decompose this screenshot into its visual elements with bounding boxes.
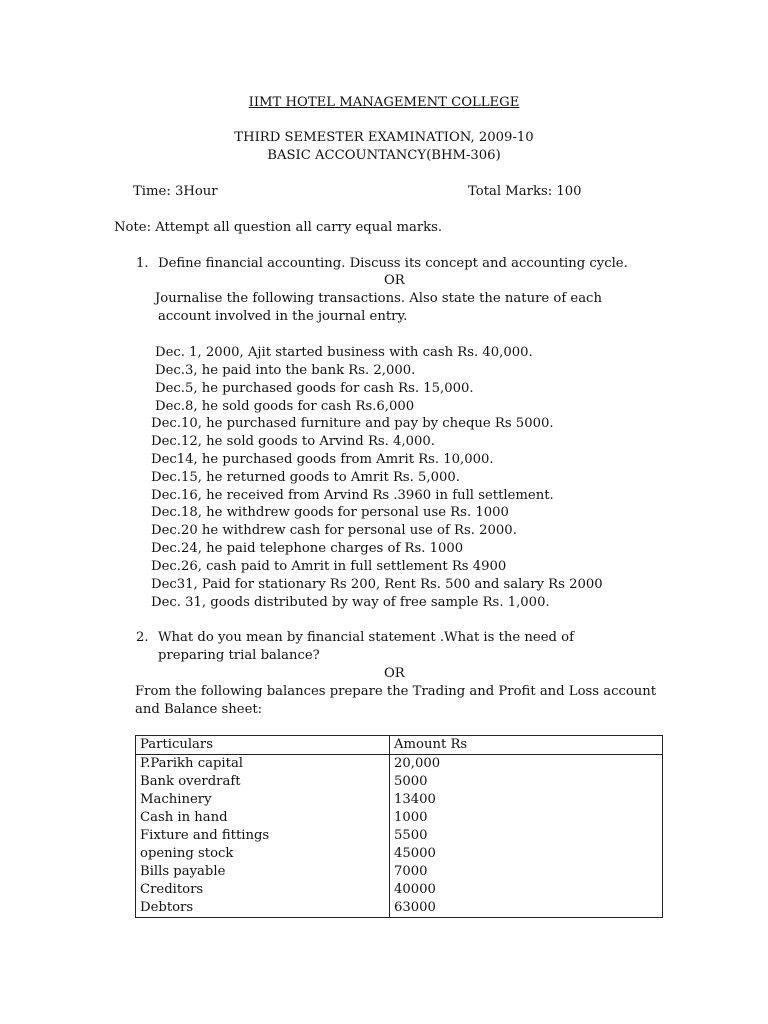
transaction-item: Dec. 31, goods distributed by way of free sample Rs. 1,000. <box>151 595 550 610</box>
q1-text: Define financial accounting. Discuss its concept and accounting cycle. <box>158 256 628 271</box>
table-row <box>136 845 663 863</box>
table-row <box>136 881 663 899</box>
transaction-item: Dec.15, he returned goods to Amrit Rs. 5,000. <box>151 470 460 485</box>
q2-line1: What do you mean by financial statement .What is the need of <box>158 630 574 645</box>
table-row <box>136 899 663 918</box>
q1-alt-line1: Journalise the following transactions. Also state the nature of each <box>155 291 602 306</box>
cell-particular: Bank overdraft <box>136 773 390 791</box>
table-row <box>136 827 663 845</box>
exam-title: THIRD SEMESTER EXAMINATION, 2009-10 <box>234 130 534 145</box>
table-row <box>136 863 663 881</box>
cell-amount: 63000 <box>390 899 663 918</box>
cell-amount: 5500 <box>390 827 663 845</box>
cell-particular: Bills payable <box>136 863 390 881</box>
transaction-item: Dec.5, he purchased goods for cash Rs. 15,000. <box>155 381 474 396</box>
cell-particular: Machinery <box>136 791 390 809</box>
table-row <box>136 755 663 774</box>
transaction-item: Dec.8, he sold goods for cash Rs.6,000 <box>155 399 415 414</box>
transaction-item: Dec.24, he paid telephone charges of Rs. 1000 <box>151 541 464 556</box>
table-row <box>136 809 663 827</box>
instructions-note: Note: Attempt all question all carry equal marks. <box>114 220 443 235</box>
exam-time: Time: 3Hour <box>133 184 218 199</box>
cell-amount: 7000 <box>390 863 663 881</box>
transaction-item: Dec.3, he paid into the bank Rs. 2,000. <box>155 363 416 378</box>
college-title: IIMT HOTEL MANAGEMENT COLLEGE <box>248 95 520 110</box>
transaction-item: Dec.26, cash paid to Amrit in full settlement Rs 4900 <box>151 559 507 574</box>
cell-amount: 20,000 <box>390 755 663 774</box>
cell-amount: 1000 <box>390 809 663 827</box>
cell-amount: 5000 <box>390 773 663 791</box>
cell-particular: Creditors <box>136 881 390 899</box>
cell-particular: Cash in hand <box>136 809 390 827</box>
cell-particular: Debtors <box>136 899 390 918</box>
transaction-item: Dec.16, he received from Arvind Rs .3960 in full settlement. <box>151 488 554 503</box>
transaction-item: Dec.18, he withdrew goods for personal use Rs. 1000 <box>151 505 509 520</box>
transaction-item: Dec14, he purchased goods from Amrit Rs. 10,000. <box>151 452 494 467</box>
q2-alt-line2: and Balance sheet: <box>135 702 263 717</box>
q1-alt-line2: account involved in the journal entry. <box>158 309 408 324</box>
cell-particular: P.Parikh capital <box>136 755 390 774</box>
transaction-item: Dec31, Paid for stationary Rs 200, Rent Rs. 500 and salary Rs 2000 <box>151 577 603 592</box>
q2-or: OR <box>384 666 405 681</box>
cell-amount: 40000 <box>390 881 663 899</box>
table-row <box>136 791 663 809</box>
q1-or: OR <box>384 273 405 288</box>
cell-amount: 13400 <box>390 791 663 809</box>
cell-amount: 45000 <box>390 845 663 863</box>
q2-line2: preparing trial balance? <box>158 648 320 663</box>
column-header-amount: Amount Rs <box>390 736 663 755</box>
transaction-item: Dec. 1, 2000, Ajit started business with cash Rs. 40,000. <box>155 345 533 360</box>
cell-particular: Fixture and fittings <box>136 827 390 845</box>
transaction-item: Dec.20 he withdrew cash for personal use of Rs. 2000. <box>151 523 517 538</box>
column-header-particulars: Particulars <box>136 736 390 755</box>
total-marks: Total Marks: 100 <box>468 184 582 199</box>
q1-number: 1. <box>136 256 149 271</box>
q2-alt-line1: From the following balances prepare the Trading and Profit and Loss account <box>135 684 657 699</box>
cell-particular: opening stock <box>136 845 390 863</box>
table-header-row <box>136 736 663 755</box>
balances-table <box>135 735 663 918</box>
subject-title: BASIC ACCOUNTANCY(BHM-306) <box>267 148 501 163</box>
transaction-item: Dec.10, he purchased furniture and pay by cheque Rs 5000. <box>151 416 554 431</box>
q2-number: 2. <box>136 630 149 645</box>
table-row <box>136 773 663 791</box>
transaction-item: Dec.12, he sold goods to Arvind Rs. 4,000. <box>151 434 435 449</box>
